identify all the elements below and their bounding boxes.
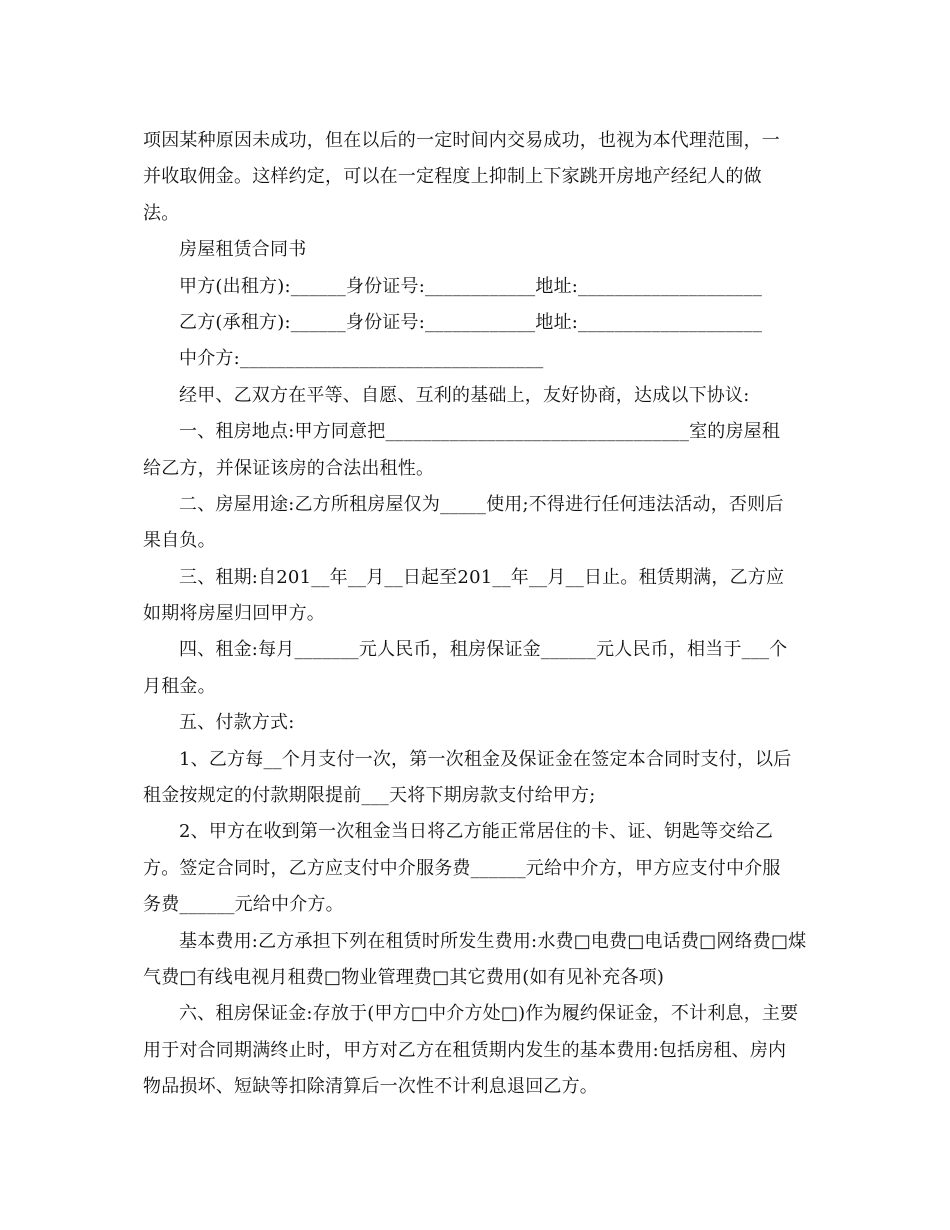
text-line: 租金按规定的付款期限提前___天将下期房款支付给甲方; bbox=[143, 785, 596, 807]
party-a-line: 甲方(出租方):______身份证号:____________地址:____________________ bbox=[179, 275, 763, 297]
payment-item-2: 2、甲方在收到第一次租金当日将乙方能正常居住的卡、证、钥匙等交给乙 bbox=[179, 821, 774, 843]
text-line: 如期将房屋归回甲方。 bbox=[143, 603, 325, 625]
text-line: 月租金。 bbox=[143, 675, 216, 697]
clause-6: 六、租房保证金:存放于(甲方□中介方处□)作为履约保证金，不计利息，主要 bbox=[179, 1003, 799, 1025]
contract-title: 房屋租赁合同书 bbox=[179, 239, 307, 261]
payment-item-1: 1、乙方每__个月支付一次，第一次租金及保证金在签定本合同时支付，以后 bbox=[179, 748, 792, 770]
clause-3: 三、租期:自201__年__月__日起至201__年__月__日止。租赁期满，乙方应 bbox=[179, 566, 785, 588]
basic-fees: 基本费用:乙方承担下列在租赁时所发生费用:水费□电费□电话费□网络费□煤 bbox=[179, 930, 807, 952]
document-body bbox=[143, 123, 813, 1106]
text-line: 项因某种原因未成功，但在以后的一定时间内交易成功，也视为本代理范围，一 bbox=[143, 130, 780, 151]
clause-1: 一、租房地点:甲方同意把_________________________________室的房屋租 bbox=[179, 421, 781, 443]
clause-5: 五、付款方式: bbox=[179, 712, 295, 734]
text-line: 并收取佣金。这样约定，可以在一定程度上抑制上下家跳开房地产经纪人的做 bbox=[143, 166, 762, 188]
clause-4: 四、租金:每月_______元人民币，租房保证金______元人民币，相当于___个 bbox=[179, 639, 788, 661]
text-line: 务费______元给中介方。 bbox=[143, 894, 344, 916]
text-line: 气费□有线电视月租费□物业管理费□其它费用(如有见补充各项) bbox=[143, 966, 665, 988]
agent-line: 中介方:_________________________________ bbox=[179, 348, 544, 370]
text-line: 物品损坏、短缺等扣除清算后一次性不计利息退回乙方。 bbox=[143, 1076, 598, 1098]
text-line: 方。签定合同时，乙方应支付中介服务费______元给中介方，甲方应支付中介服 bbox=[143, 857, 781, 879]
text-line: 用于对合同期满终止时，甲方对乙方在租赁期内发生的基本费用:包括房租、房内 bbox=[143, 1039, 787, 1061]
clause-2: 二、房屋用途:乙方所租房屋仅为_____使用;不得进行任何违法活动，否则后 bbox=[179, 493, 784, 515]
text-line: 经甲、乙双方在平等、自愿、互利的基础上，友好协商，达成以下协议: bbox=[179, 384, 750, 406]
text-line: 果自负。 bbox=[143, 530, 216, 552]
party-b-line: 乙方(承租方):______身份证号:____________地址:____________________ bbox=[179, 311, 763, 333]
text-line: 法。 bbox=[143, 202, 180, 224]
text-line: 给乙方，并保证该房的合法出租性。 bbox=[143, 457, 435, 479]
